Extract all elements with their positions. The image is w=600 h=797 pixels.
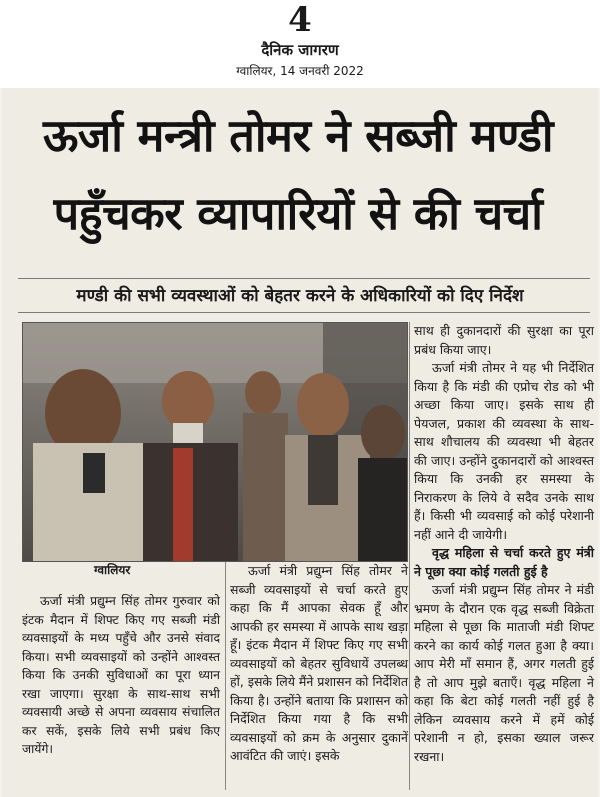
caption-text: ग्वालियर (94, 563, 131, 577)
masthead (0, 0, 600, 88)
inline-subheading: वृद्ध महिला से चर्चा करते हुए मंत्री ने पूछा क्या कोई गलती हुई है (414, 545, 594, 579)
headline-line-1: ऊर्जा मन्त्री तोमर ने सब्जी मण्डी (43, 109, 553, 162)
divider (18, 278, 590, 279)
paragraph: ऊर्जा मंत्री प्रद्युम्न सिंह तोमर ने मंडी भ्रमण के दौरान एक वृद्ध सब्जी विक्रेता महिला से पूछा कि माताजी मंडी शिफ्ट करने का कार्य कोई गलत हुआ है क्या। आप मेरी माँ समान हैं, अगर गलती हुई है तो आप मुझे बताएँ। वृद्ध महिला ने कहा कि बेटा कोई गलती नहीं हुई है लेकिन व्यवसाय करने में हमें कोई परेशानी न हो, इसका ख्याल जरूर रखना। (414, 582, 594, 764)
divider (18, 312, 590, 313)
article-column-1 (22, 592, 220, 759)
subheadline: मण्डी की सभी व्यवस्थाओं को बेहतर करने के अधिकारियों को दिए निर्देश (76, 286, 524, 306)
paragraph: ऊर्जा मंत्री प्रद्युम्न सिंह तोमर गुरुवार को इंटक मैदान में शिफ्ट किए गए सब्जी मंडी व्यवसाइयों के मध्य पहुँचे और उनसे संवाद किया। सभी व्यवसाइयों को उन्होंने आश्वस्त किया कि उनकी सुविधाओं का पूरा ध्यान रखा जाएगा। सुरक्षा के साथ-साथ सभी व्यवसायी अच्छे से अपना व्यवसाय संचालित कर सकें, इसके लिये सभी प्रबंध किए जायेंगे। (22, 594, 220, 756)
dateline: ग्वालियर, 14 जनवरी 2022 (236, 64, 364, 78)
article-column-right (414, 322, 594, 766)
paragraph: ऊर्जा मंत्री प्रद्युम्न सिंह तोमर ने सब्जी व्यवसाइयों से चर्चा करते हुए कहा कि मैं आपका सेवक हूँ और आपकी हर समस्या में आपके साथ खड़ा हूँ। इंटक मैदान में शिफ्ट किए गए सभी व्यवसाइयों को बेहतर सुविधायें उपलब्ध हों, इसके लिये मैंने प्रशासन को निर्देशित किया है। उन्होंने बताया कि प्रशासन को निर्देशित किया गया है कि सभी व्यवसाइयों को क्रम के अनुसार दुकानें आवंटित की जाएं। इसके (230, 563, 409, 763)
article-column-2 (230, 562, 408, 766)
paragraph: ऊर्जा मंत्री तोमर ने यह भी निर्देशित किया है कि मंडी की एप्रोच रोड को भी अच्छा किया जाए। इसके साथ ही पेयजल, प्रकाश की व्यवस्था के साथ-साथ शौचालय की व्यवस्था भी बेहतर की जाए। उन्होंने दुकानदारों को आश्वस्त किया कि उनकी हर समस्या के निराकरण के लिये वे सदैव उनके साथ हैं। किसी भी व्यवसाई को कोई परेशानी नहीं आने दी जायेगी। (414, 360, 594, 542)
newspaper-name: दैनिक जागरण (261, 41, 339, 59)
headline-line-2: पहुँचकर व्यापारियों से की चर्चा (53, 187, 543, 240)
column-divider (225, 562, 226, 790)
column-divider (409, 322, 410, 790)
news-photo (22, 322, 408, 562)
page-number: 4 (288, 0, 312, 40)
paragraph: साथ ही दुकानदारों की सुरक्षा का पूरा प्रबंध किया जाए। (414, 323, 594, 357)
crowd-photo-illustration (23, 323, 407, 561)
